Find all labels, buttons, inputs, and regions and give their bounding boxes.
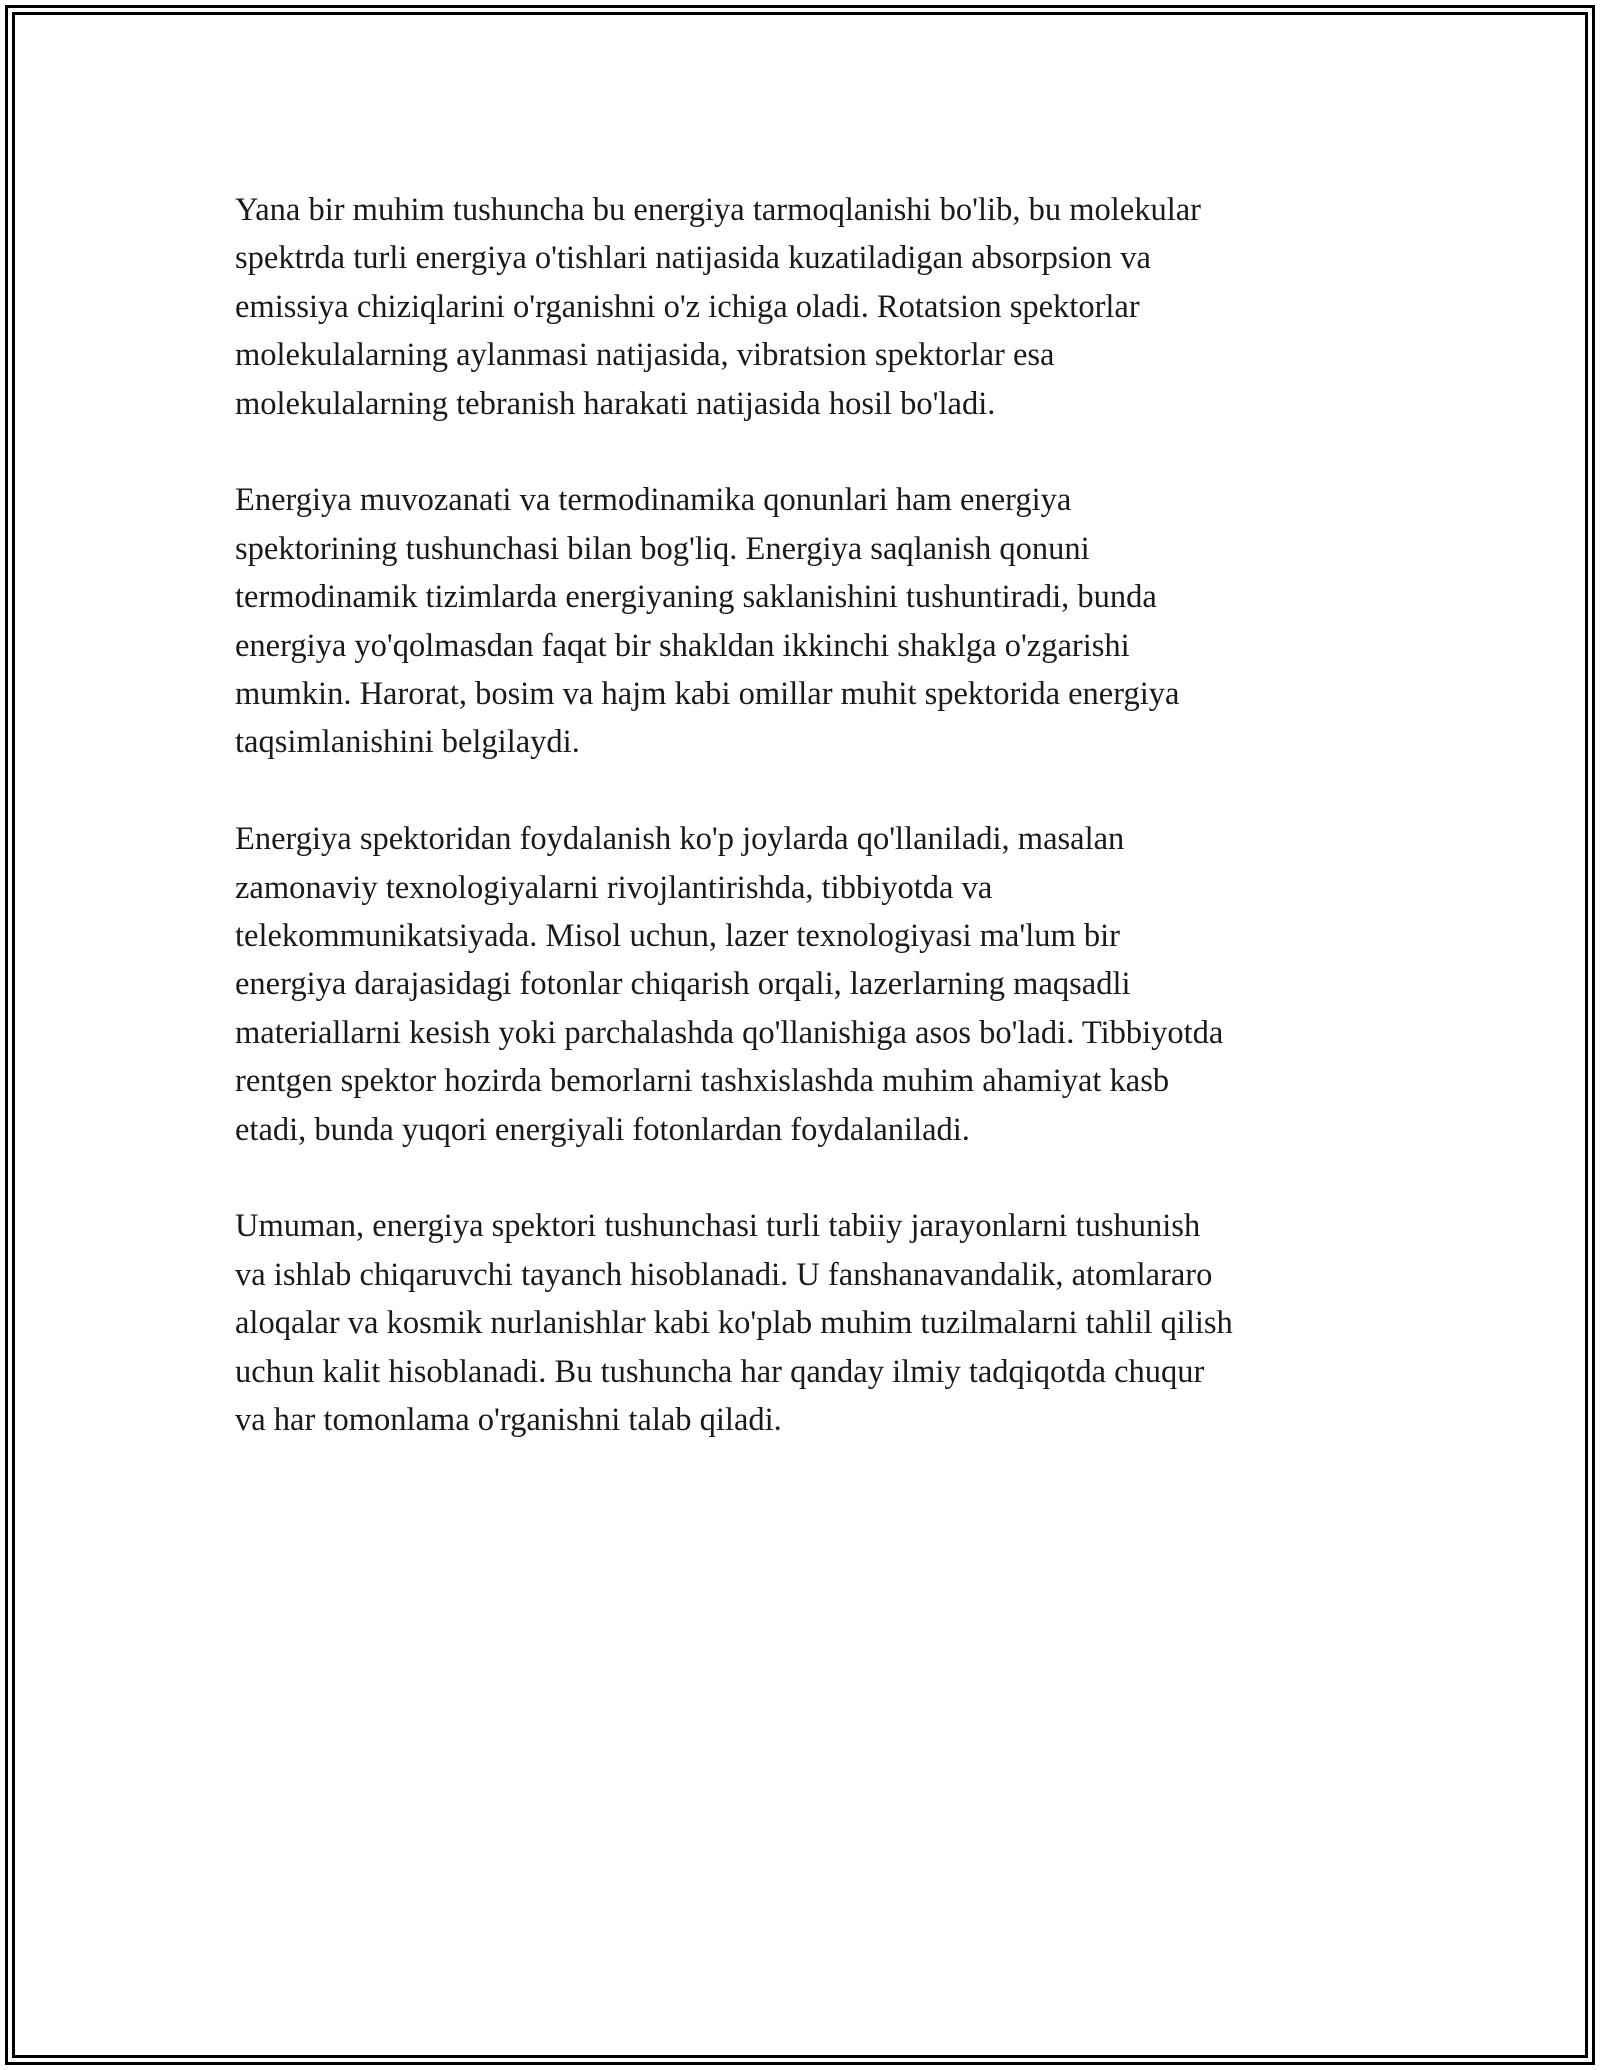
text-line: Energiya spektoridan foydalanish ko'p joylarda qo'llaniladi, masalan [235,821,1125,858]
document-body [235,186,1375,1493]
text-line: Energiya muvozanati va termodinamika qonunlari ham energiya [235,482,1072,519]
text-line: molekulalarning aylanmasi natijasida, vibratsion spektorlar esa [235,337,1055,374]
paragraph-3 [235,815,1375,1154]
text-line: uchun kalit hisoblanadi. Bu tushuncha har qanday ilmiy tadqiqotda chuqur [235,1353,1205,1390]
text-line: va ishlab chiqaruvchi tayanch hisoblanadi. U fanshanavandalik, atomlararo [235,1256,1213,1293]
text-line: emissiya chiziqlarini o'rganishni o'z ichiga oladi. Rotatsion spektorlar [235,288,1140,325]
text-line: Yana bir muhim tushuncha bu energiya tarmoqlanishi bo'lib, bu molekular [235,192,1201,228]
text-line: molekulalarning tebranish harakati natijasida hosil bo'ladi. [235,385,996,422]
text-line: termodinamik tizimlarda energiyaning saklanishini tushuntiradi, bunda [235,579,1157,616]
paragraph-4 [235,1202,1375,1444]
text-line: mumkin. Harorat, bosim va hajm kabi omillar muhit spektorida energiya [235,676,1180,713]
text-line: Umuman, energiya spektori tushunchasi turli tabiiy jarayonlarni tushunish [235,1208,1201,1245]
text-line: va har tomonlama o'rganishni talab qiladi. [235,1402,782,1439]
text-line: telekommunikatsiyada. Misol uchun, lazer texnologiyasi ma'lum bir [235,918,1120,955]
text-line: aloqalar va kosmik nurlanishlar kabi ko'plab muhim tuzilmalarni tahlil qilish [235,1305,1233,1342]
text-line: spektorining tushunchasi bilan bog'liq. Energiya saqlanish qonuni [235,530,1090,567]
text-line: materiallarni kesish yoki parchalashda qo'llanishiga asos bo'ladi. Tibbiyotda [235,1014,1224,1051]
text-line: energiya darajasidagi fotonlar chiqarish orqali, lazerlarning maqsadli [235,966,1131,1003]
text-line: zamonaviy texnologiyalarni rivojlantirishda, tibbiyotda va [235,869,993,906]
text-line: etadi, bunda yuqori energiyali fotonlardan foydalaniladi. [235,1111,970,1148]
text-line: energiya yo'qolmasdan faqat bir shakldan ikkinchi shaklga o'zgarishi [235,627,1130,664]
text-line: rentgen spektor hozirda bemorlarni tashxislashda muhim ahamiyat kasb [235,1063,1170,1100]
paragraph-2 [235,476,1375,766]
text-line: taqsimlanishini belgilaydi. [235,724,580,761]
text-line: spektrda turli energiya o'tishlari natijasida kuzatiladigan absorpsion va [235,240,1151,277]
paragraph-1 [235,186,1375,428]
